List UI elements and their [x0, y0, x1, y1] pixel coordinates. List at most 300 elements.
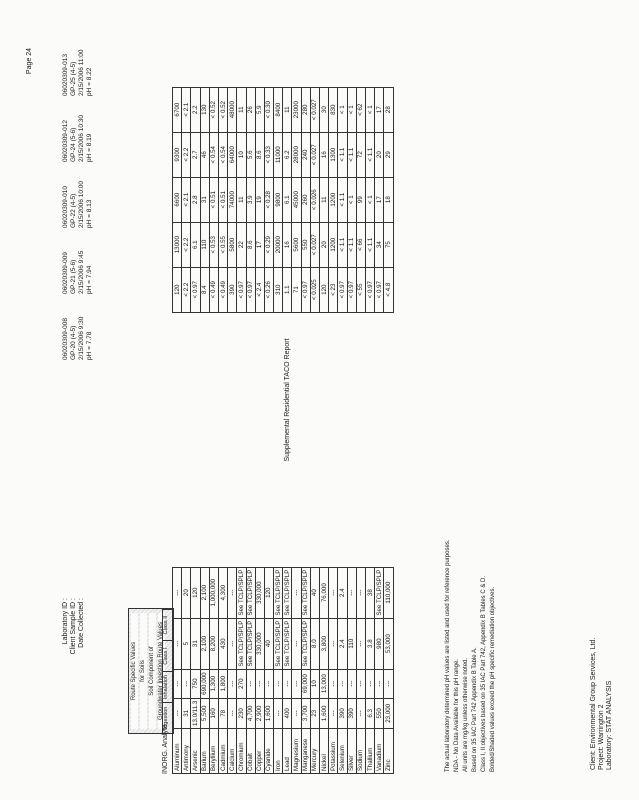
table-spacer	[375, 312, 384, 567]
sample-value: < 0.51	[209, 177, 218, 222]
route-box-line2: for Soils	[140, 613, 147, 729]
route-value: ---	[365, 669, 374, 698]
route-value: ---	[264, 669, 273, 698]
route-value: ---	[292, 698, 301, 728]
sample-value: 13000	[173, 222, 182, 267]
analyte-name: Copper	[255, 729, 264, 774]
client-id-label: Client Sample ID :	[70, 598, 77, 655]
sample-value: 17	[255, 222, 264, 267]
report-sheet	[22, 20, 622, 780]
sample-value: < 0.49	[209, 267, 218, 312]
route-value: 3.8	[365, 618, 374, 669]
sample-value: 11	[283, 87, 292, 132]
route-value: 270	[237, 669, 246, 698]
route-value: ---	[228, 669, 237, 698]
table-spacer	[310, 312, 319, 567]
sample-value: 17	[375, 177, 384, 222]
table-row	[246, 87, 255, 773]
route-value: 2,100	[200, 567, 209, 618]
table-row	[200, 87, 209, 773]
route-value: 76,000	[320, 567, 329, 618]
route-value: ---	[356, 698, 365, 728]
route-value: 31	[182, 698, 191, 728]
route-value: ---	[356, 618, 365, 669]
sample-client-id: GP-22 (4-5)	[70, 193, 77, 228]
sample-value: 26	[246, 87, 255, 132]
table-row	[384, 87, 393, 773]
sample-value: 48000	[228, 87, 237, 132]
route-value: 430	[218, 618, 227, 669]
route-value: 6.3	[365, 698, 374, 728]
sample-value: 9300	[173, 132, 182, 177]
route-value: 1,800	[218, 669, 227, 698]
sample-lab-id: 06020309-010	[62, 186, 69, 228]
footnote-line: Based on 35 IAC Part 742 Appendix B Table A.	[472, 647, 478, 772]
route-value: ---	[338, 669, 347, 698]
sample-value: 5600	[292, 222, 301, 267]
analyte-name: Manganese	[301, 729, 310, 774]
route-value: 38	[365, 567, 374, 618]
route-value: ---	[228, 618, 237, 669]
table-spacer	[255, 312, 264, 567]
sample-value: 9800	[274, 177, 283, 222]
sample-value: 2.2	[191, 87, 200, 132]
client-block	[590, 638, 614, 770]
analyte-name: Magnesium	[292, 729, 301, 774]
sample-lab-id: 06020309-009	[62, 252, 69, 294]
header-inhalation: Inhalation	[163, 671, 173, 702]
table-row	[292, 87, 301, 773]
sample-value: 310	[274, 267, 283, 312]
route-value: 2,100	[200, 618, 209, 669]
sample-ph: pH = 7.78	[86, 331, 93, 360]
table-row	[320, 87, 329, 773]
route-value: 1,600	[320, 698, 329, 728]
route-value: See TCLP/SPLP	[237, 567, 246, 618]
analyte-table	[172, 87, 394, 774]
sample-date: 2/15/2006 11:00	[78, 49, 85, 96]
sample-value: < 1.1	[338, 177, 347, 222]
route-value: 8.0	[310, 618, 319, 669]
sample-value: < 0.97	[237, 267, 246, 312]
sample-value: 64000	[228, 132, 237, 177]
route-value: 31	[191, 618, 200, 669]
table-spacer	[237, 312, 246, 567]
sample-value: < 1	[365, 87, 374, 132]
sample-value: 28000	[292, 132, 301, 177]
route-box-line4: Groundwater Ingestion Route Values	[158, 613, 165, 729]
table-spacer	[246, 312, 255, 567]
route-value: 120	[264, 567, 273, 618]
route-value: ---	[173, 669, 182, 698]
table-spacer	[338, 312, 347, 567]
sample-value: 390	[228, 267, 237, 312]
project-line: Project: Warrington 2	[598, 704, 605, 770]
route-value: 78	[218, 698, 227, 728]
header-class-ii: Class II	[163, 609, 173, 640]
table-row	[375, 87, 384, 773]
sample-value: < 0.52	[209, 87, 218, 132]
lab-id-label: Laboratory ID :	[62, 598, 69, 645]
sample-value: < 1	[338, 87, 347, 132]
sample-value: 240	[301, 132, 310, 177]
route-value: ---	[329, 669, 338, 698]
sample-value: 34	[375, 222, 384, 267]
sample-value: < 1.1	[365, 132, 374, 177]
sample-value: 20	[375, 132, 384, 177]
sample-value: < 0.33	[264, 132, 273, 177]
sample-value: < 0.30	[264, 87, 273, 132]
report-title: Supplemental Residential TACO Report	[284, 338, 291, 462]
route-value: 330,000	[255, 618, 264, 669]
sample-value: 5800	[228, 222, 237, 267]
sample-client-id: GP-25 (4-5)	[70, 61, 77, 96]
route-value: ---	[329, 567, 338, 618]
route-value: 110	[347, 618, 356, 669]
table-spacer	[191, 312, 200, 567]
sample-value: < 0.53	[209, 222, 218, 267]
sample-value: 72	[356, 132, 365, 177]
sample-value: 2.8	[191, 177, 200, 222]
route-value: ---	[375, 669, 384, 698]
analyte-name: Nickel	[320, 729, 329, 774]
sample-value: 16	[283, 222, 292, 267]
route-value: 40	[264, 618, 273, 669]
analyte-name: Thallium	[365, 729, 374, 774]
route-value: 5,500	[200, 698, 209, 728]
sample-value: < 0.025	[310, 267, 319, 312]
analyte-name: Barium	[200, 729, 209, 774]
sample-value: < 1.1	[347, 132, 356, 177]
analyte-name: Calcium	[228, 729, 237, 774]
sample-value: 120	[320, 267, 329, 312]
sample-value: < 1.1	[338, 222, 347, 267]
table-spacer	[173, 312, 182, 567]
sample-value: 45000	[292, 177, 301, 222]
page-number: Page 24	[26, 48, 33, 75]
analyte-name: Aluminum	[173, 729, 182, 774]
route-value: See TCLP/SPLP	[301, 618, 310, 669]
analyte-name: Mercury	[310, 729, 319, 774]
sample-value: 830	[329, 87, 338, 132]
sample-value: < 1.1	[365, 222, 374, 267]
sample-ph: pH = 7.94	[86, 265, 93, 294]
route-value: See TCLP/SPLP	[283, 567, 292, 618]
sample-value: < 0.54	[218, 132, 227, 177]
sample-value: 1200	[329, 222, 338, 267]
analyte-name: Cyanide	[264, 729, 273, 774]
route-value: 23,000	[384, 698, 393, 728]
section-label: INORG. Analyte	[162, 724, 169, 774]
footnote-line: All units are mg/kg unless otherwise noted.	[463, 657, 469, 772]
table-row	[274, 87, 283, 773]
table-row	[228, 87, 237, 773]
analyte-name: Potassium	[329, 729, 338, 774]
route-value: ---	[173, 567, 182, 618]
analyte-name: Silver	[347, 729, 356, 774]
sample-value: 110	[200, 222, 209, 267]
sample-value: < 2.2	[182, 132, 191, 177]
route-value: See TCLP/SPLP	[301, 567, 310, 618]
route-value: 2,900	[255, 698, 264, 728]
sample-value: 16	[320, 132, 329, 177]
route-value: ---	[292, 669, 301, 698]
route-value: 13.0/11.3	[191, 698, 200, 728]
route-value: 23	[310, 698, 319, 728]
route-value: ---	[347, 669, 356, 698]
analyte-name: Lead	[283, 729, 292, 774]
sample-value: < 2.4	[255, 267, 264, 312]
route-value: See TCLP/SPLP	[274, 618, 283, 669]
sample-value: 11000	[274, 132, 283, 177]
route-value: 690,000	[200, 669, 209, 698]
sample-value: 19	[255, 177, 264, 222]
client-line: Client: Environmental Group Services, Ltd.	[590, 637, 597, 770]
sample-value: < 0.026	[310, 177, 319, 222]
route-value: 230	[237, 698, 246, 728]
route-value: See TCLP/SPLP	[283, 618, 292, 669]
lab-line: Laboratory: STAT ANALYSIS	[606, 680, 613, 770]
sample-value: < 2.1	[182, 87, 191, 132]
sample-value: < 2.2	[182, 267, 191, 312]
sample-value: 8400	[274, 87, 283, 132]
sample-value: 11	[237, 177, 246, 222]
table-spacer	[347, 312, 356, 567]
table-spacer	[274, 312, 283, 567]
sample-value: 5.9	[255, 87, 264, 132]
route-value: See TCLP/SPLP	[274, 567, 283, 618]
route-box-line1: Route Specific Values	[131, 613, 138, 729]
route-value: See TCLP/SPLP	[246, 618, 255, 669]
route-value: ---	[182, 669, 191, 698]
sample-value: 11	[320, 177, 329, 222]
route-value: 120	[191, 567, 200, 618]
sample-value: 10	[237, 132, 246, 177]
route-value: 980	[375, 618, 384, 669]
analyte-name: Antimony	[182, 729, 191, 774]
route-value: 2.4	[338, 567, 347, 618]
table-spacer	[329, 312, 338, 567]
route-value: 13,000	[320, 669, 329, 698]
table-row	[209, 87, 218, 773]
sample-value: < 0.55	[218, 222, 227, 267]
sample-value: 280	[301, 87, 310, 132]
sample-value: < 0.52	[218, 87, 227, 132]
route-value: 750	[191, 669, 200, 698]
table-row	[283, 87, 292, 773]
route-value: 4,300	[218, 567, 227, 618]
table-spacer	[320, 312, 329, 567]
sample-value: < 0.97	[375, 267, 384, 312]
sample-value: < 0.28	[264, 177, 273, 222]
route-value: 69,000	[301, 669, 310, 698]
table-spacer	[356, 312, 365, 567]
route-value: See TCLP/SPLP	[375, 567, 384, 618]
sample-client-id: GP-20 (4-5)	[70, 325, 77, 360]
analyte-name: Beryllium	[209, 729, 218, 774]
analyte-name: Iron	[274, 729, 283, 774]
sample-date: 2/15/2006 9:45	[78, 250, 85, 294]
route-value: 110,000	[384, 567, 393, 618]
route-value: ---	[255, 669, 264, 698]
sample-date: 2/15/2006 9:30	[78, 316, 85, 360]
route-value: See TCLP/SPLP	[237, 618, 246, 669]
route-value: 1,600	[264, 698, 273, 728]
table-spacer	[301, 312, 310, 567]
sample-value: 20000	[274, 222, 283, 267]
table-row	[347, 87, 356, 773]
sample-value: 6.1	[191, 222, 200, 267]
table-spacer	[365, 312, 374, 567]
route-value: 1,000,000	[209, 567, 218, 618]
route-value: ---	[283, 669, 292, 698]
sample-value: 5.6	[246, 132, 255, 177]
table-spacer	[218, 312, 227, 567]
sample-value: 29	[384, 132, 393, 177]
sample-value: 28	[384, 87, 393, 132]
table-row	[356, 87, 365, 773]
sample-value: 8.6	[255, 132, 264, 177]
sample-value: 6.2	[283, 132, 292, 177]
route-value: 2.4	[338, 618, 347, 669]
sample-value: 550	[301, 222, 310, 267]
route-value: ---	[274, 698, 283, 728]
analyte-name: Vanadium	[375, 729, 384, 774]
sample-value: 1200	[329, 177, 338, 222]
sample-client-id: GP-24 (5-6)	[70, 127, 77, 162]
sample-value: < 0.49	[218, 267, 227, 312]
analyte-name: Cobalt	[246, 729, 255, 774]
route-value: ---	[329, 698, 338, 728]
route-value: ---	[246, 669, 255, 698]
footnote-line: NDA - No Data Available for this pH range.	[454, 659, 460, 772]
table-row	[255, 87, 264, 773]
sample-value: 71	[292, 267, 301, 312]
route-value: 10	[310, 669, 319, 698]
sample-value: < 0.97	[347, 267, 356, 312]
analyte-name: Chromium	[237, 729, 246, 774]
footnote-line: Class I, II objectives based on 35 IAC Part 742, Appendix B Tables C & D.	[481, 576, 487, 772]
date-label: Date Collected :	[78, 598, 85, 648]
table-row	[301, 87, 310, 773]
route-value: 3,700	[301, 698, 310, 728]
sample-value: 99	[356, 177, 365, 222]
sample-value: < 1.1	[347, 222, 356, 267]
sample-value: 1300	[329, 132, 338, 177]
sample-value: < 55	[356, 267, 365, 312]
table-row	[191, 87, 200, 773]
sample-value: 17	[375, 87, 384, 132]
sample-value: < 1	[347, 87, 356, 132]
analyte-name: Cadmium	[218, 729, 227, 774]
table-spacer	[182, 312, 191, 567]
table-spacer	[384, 312, 393, 567]
analyte-name: Zinc	[384, 729, 393, 774]
sample-lab-id: 06020309-013	[62, 54, 69, 96]
table-row	[237, 87, 246, 773]
sample-value: < 62	[356, 87, 365, 132]
sample-value: 22	[237, 222, 246, 267]
sample-value: < 1	[365, 177, 374, 222]
sample-value: < 0.027	[310, 222, 319, 267]
analyte-name: Sodium	[356, 729, 365, 774]
sample-value: 23000	[292, 87, 301, 132]
route-value: 3,800	[320, 618, 329, 669]
sample-value: < 0.97	[338, 267, 347, 312]
table-spacer	[283, 312, 292, 567]
footnote-line: The actual laboratory determined pH values are listed and used for reference purposes.	[445, 539, 451, 772]
route-value: ---	[274, 669, 283, 698]
sample-value: 8.4	[200, 267, 209, 312]
table-row	[173, 87, 182, 773]
table-row	[365, 87, 374, 773]
sample-value: 11	[237, 87, 246, 132]
table-row	[310, 87, 319, 773]
sample-value: < 0.54	[209, 132, 218, 177]
sample-value: < 0.97	[246, 267, 255, 312]
sample-value: < 66	[356, 222, 365, 267]
route-value: 330,000	[255, 567, 264, 618]
sample-value: 30	[320, 87, 329, 132]
sample-value: < 2.1	[182, 177, 191, 222]
route-value: ---	[356, 669, 365, 698]
sample-value: < 1	[347, 177, 356, 222]
route-value: 5	[182, 618, 191, 669]
route-value: 1,300	[209, 669, 218, 698]
table-row	[182, 87, 191, 773]
sample-value: < 0.97	[191, 267, 200, 312]
route-box-line3: Soil Component of	[149, 613, 156, 729]
sample-date: 2/15/2006 10:30	[78, 115, 85, 162]
route-value: 4,700	[246, 698, 255, 728]
header-class-i: Class I	[163, 640, 173, 671]
sample-value: < 0.26	[264, 267, 273, 312]
sample-value: 74000	[228, 177, 237, 222]
sample-value: < 0.51	[218, 177, 227, 222]
table-spacer	[264, 312, 273, 567]
route-value: 390	[338, 698, 347, 728]
sample-value: < 4.8	[384, 267, 393, 312]
sample-ph: pH = 8.13	[86, 199, 93, 228]
analyte-name: Selenium	[338, 729, 347, 774]
sample-value: 120	[173, 267, 182, 312]
sample-date: 2/15/2006 10:00	[78, 181, 85, 228]
sample-value: 8.6	[246, 222, 255, 267]
table-row	[218, 87, 227, 773]
table-spacer	[228, 312, 237, 567]
table-row	[264, 87, 273, 773]
sample-value: 31	[200, 177, 209, 222]
sample-lab-id: 06020309-008	[62, 318, 69, 360]
route-value: 20	[182, 567, 191, 618]
sample-value: < 23	[329, 267, 338, 312]
table-row	[329, 87, 338, 773]
route-value: ---	[329, 618, 338, 669]
sample-value: 20	[320, 222, 329, 267]
sample-value: < 0.97	[301, 267, 310, 312]
route-value: 400	[283, 698, 292, 728]
route-value: ---	[173, 618, 182, 669]
analyte-name: Arsenic	[191, 729, 200, 774]
sample-value: < 0.027	[310, 132, 319, 177]
route-value: ---	[347, 567, 356, 618]
footnote-line: Bolded/Shaded values exceed the pH specific remediation objectives.	[490, 586, 496, 772]
route-value: 53,000	[384, 618, 393, 669]
route-value: ---	[292, 567, 301, 618]
sample-value: 6600	[173, 177, 182, 222]
route-value: ---	[356, 567, 365, 618]
table-row	[338, 87, 347, 773]
